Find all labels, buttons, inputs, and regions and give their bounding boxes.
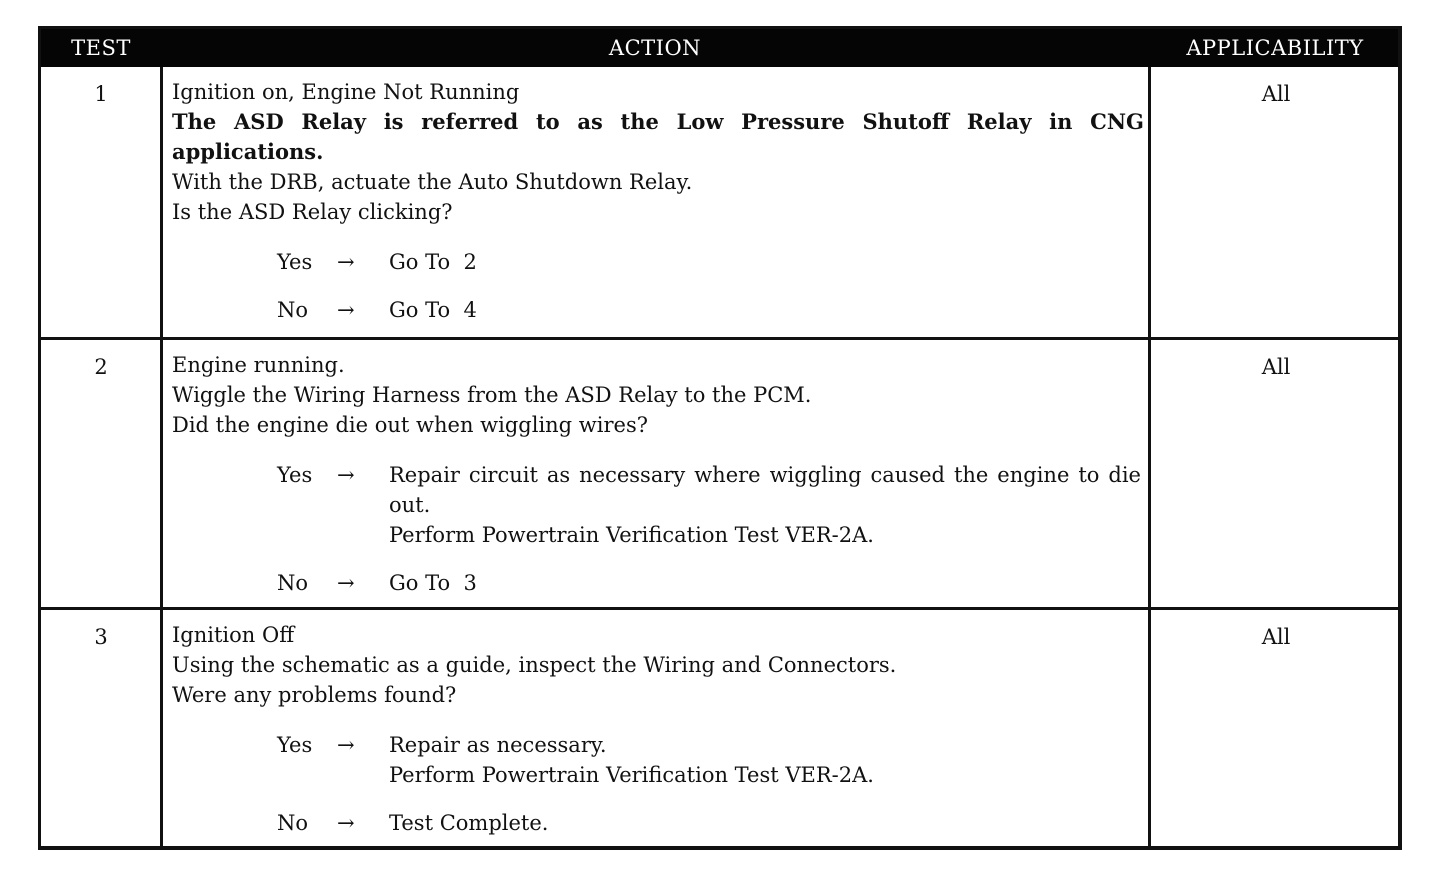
- no-result: Test Complete.: [389, 811, 549, 835]
- applicability-value: All: [1261, 355, 1291, 379]
- yes-branch: [172, 460, 1144, 550]
- applicability-value: All: [1261, 82, 1291, 106]
- yes-result: [389, 460, 1141, 550]
- action-question: Did the engine die out when wiggling wires?: [172, 413, 648, 437]
- action-cell: [172, 350, 1144, 598]
- yes-label: Yes: [277, 733, 313, 757]
- no-label: No: [277, 298, 309, 322]
- yes-label: Yes: [277, 463, 313, 487]
- right-arrow-icon: →: [337, 250, 355, 274]
- header-action: ACTION: [608, 36, 702, 60]
- test-number: 3: [94, 625, 108, 649]
- yes-branch: [172, 247, 1144, 277]
- yes-result-followup: Perform Powertrain Verification Test VER-2A.: [389, 523, 874, 547]
- action-line: Using the schematic as a guide, inspect the Wiring and Connectors.: [172, 653, 897, 677]
- yes-branch: [172, 730, 1144, 790]
- no-result: Go To 3: [389, 571, 477, 595]
- action-line: Wiggle the Wiring Harness from the ASD Relay to the PCM.: [172, 383, 812, 407]
- table-row: [41, 67, 1398, 337]
- right-arrow-icon: →: [337, 571, 355, 595]
- right-arrow-icon: →: [337, 733, 355, 757]
- table-header: [41, 29, 1398, 67]
- action-line: Ignition Off: [172, 623, 295, 647]
- no-label: No: [277, 811, 309, 835]
- header-applicability: APPLICABILITY: [1186, 36, 1364, 60]
- table-row: [41, 607, 1398, 849]
- test-number: 2: [94, 355, 108, 379]
- action-line: Ignition on, Engine Not Running: [172, 80, 520, 104]
- action-cell: [172, 620, 1144, 838]
- action-cell: [172, 77, 1144, 325]
- no-branch: [172, 295, 1144, 325]
- yes-label: Yes: [277, 250, 313, 274]
- action-line: With the DRB, actuate the Auto Shutdown Relay.: [172, 170, 693, 194]
- cng-note: The ASD Relay is referred to as the Low Pressure Shutoff Relay in CNG applications.: [172, 109, 1144, 164]
- applicability-value: All: [1261, 625, 1291, 649]
- right-arrow-icon: →: [337, 463, 355, 487]
- no-branch: [172, 808, 1144, 838]
- diagnostic-test-table: [38, 26, 1402, 850]
- yes-result-text: Repair as necessary.: [389, 733, 607, 757]
- no-label: No: [277, 571, 309, 595]
- right-arrow-icon: →: [337, 298, 355, 322]
- right-arrow-icon: →: [337, 811, 355, 835]
- action-line: Engine running.: [172, 353, 345, 377]
- table-row: [41, 337, 1398, 607]
- yes-result: [389, 730, 1141, 790]
- no-branch: [172, 568, 1144, 598]
- action-question: Were any problems found?: [172, 683, 457, 707]
- header-test: TEST: [71, 36, 131, 60]
- test-number: 1: [94, 82, 108, 106]
- yes-result: Go To 2: [389, 250, 477, 274]
- action-question: Is the ASD Relay clicking?: [172, 200, 453, 224]
- no-result: Go To 4: [389, 298, 477, 322]
- yes-result-followup: Perform Powertrain Verification Test VER-2A.: [389, 763, 874, 787]
- yes-result-text: Repair circuit as necessary where wiggling caused the engine to die out.: [389, 463, 1141, 517]
